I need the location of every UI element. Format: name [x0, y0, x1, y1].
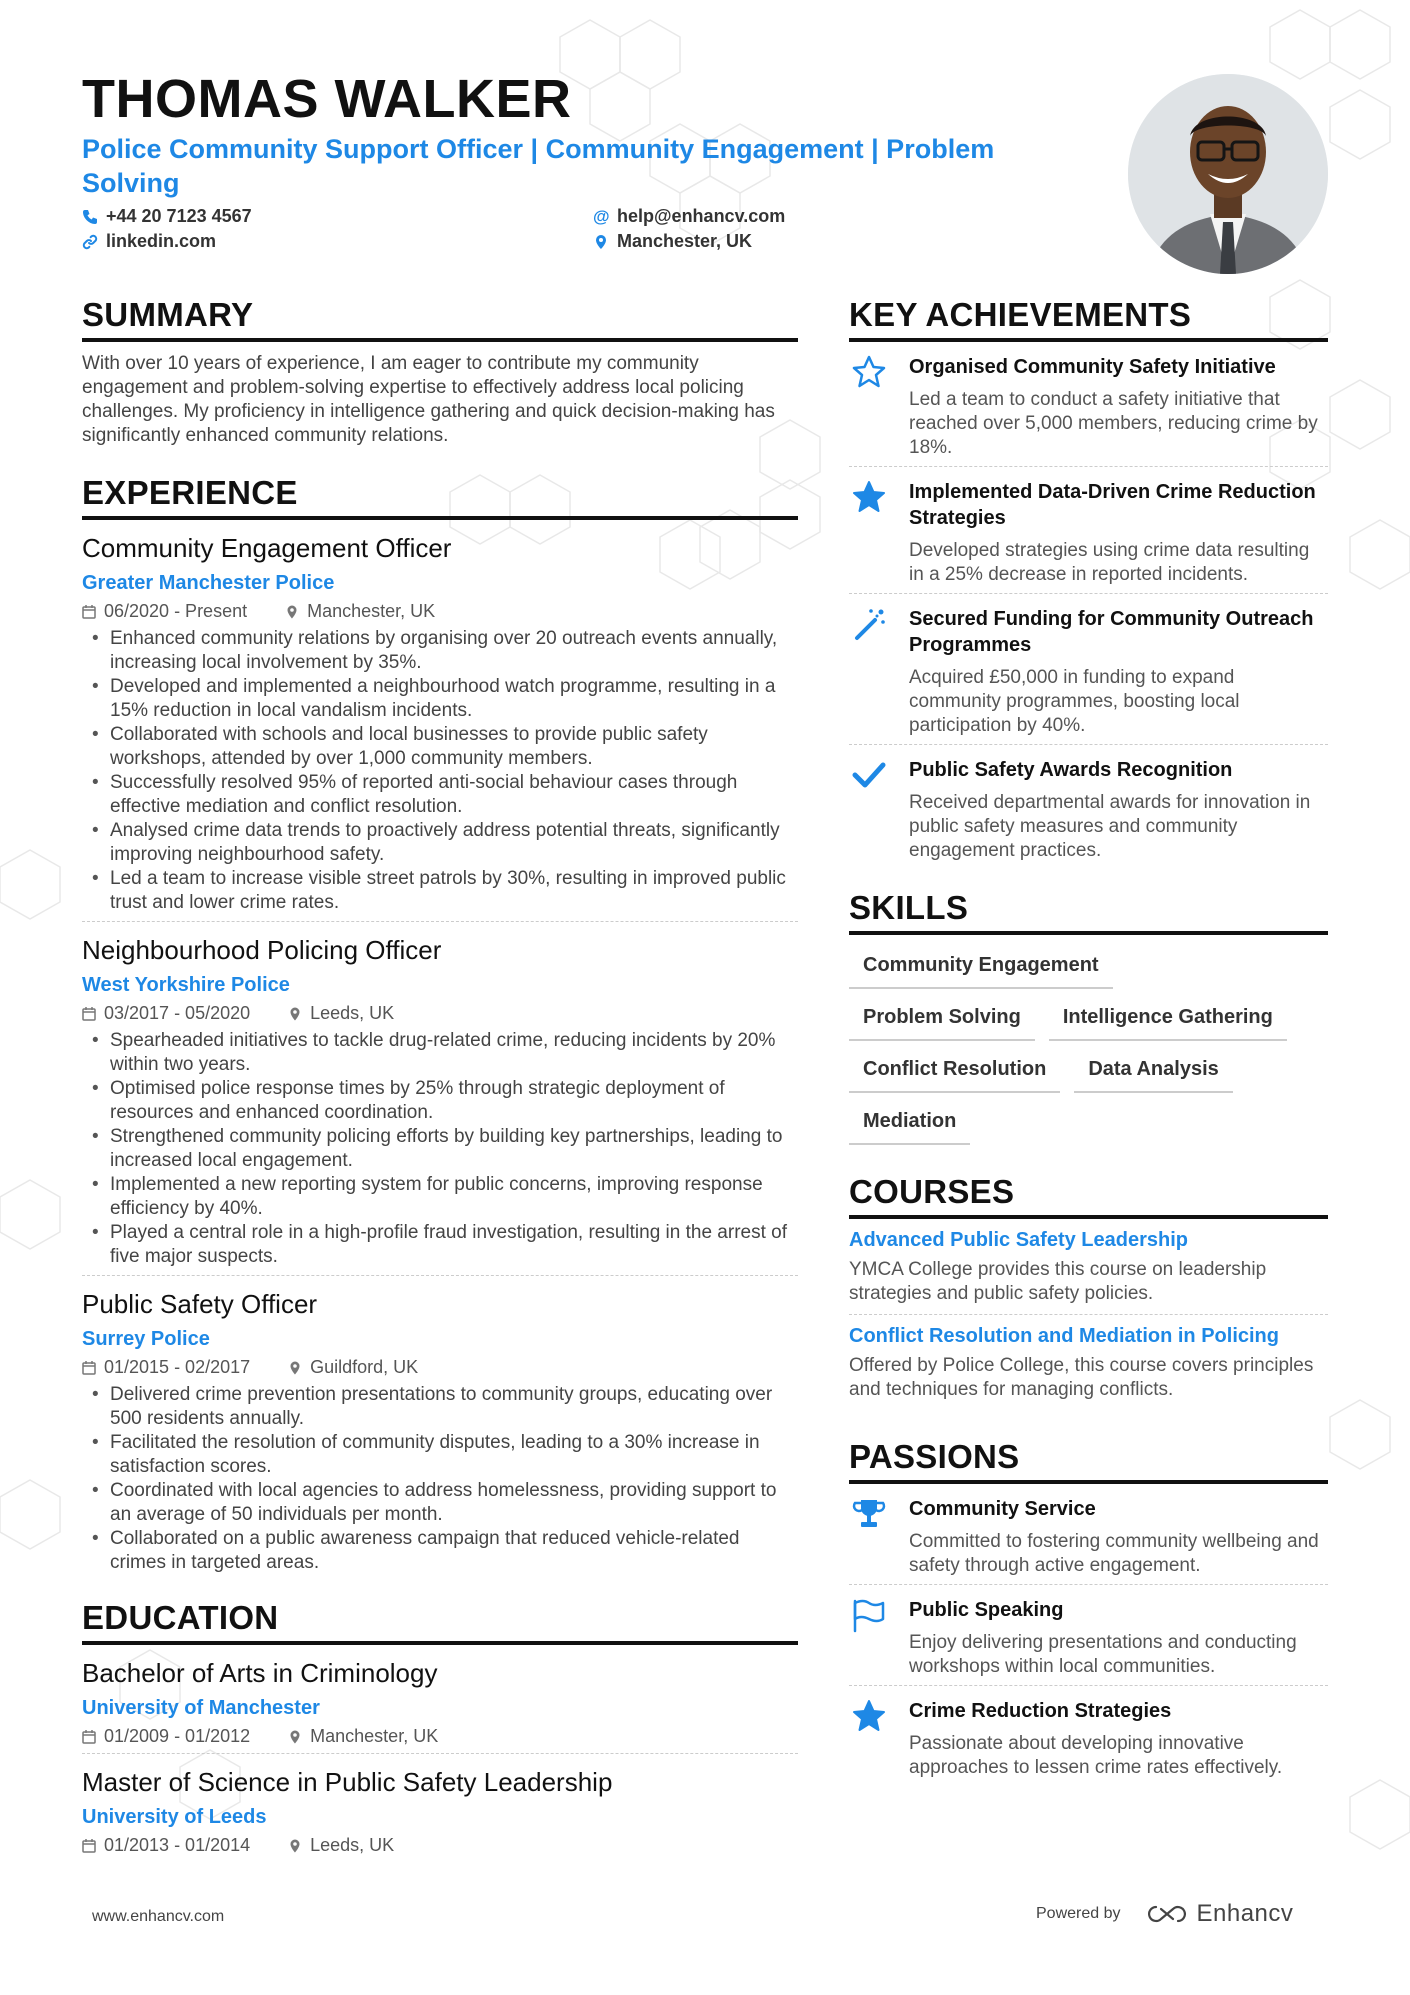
linkedin-contact[interactable] [82, 231, 216, 252]
passion-title: Public Speaking [909, 1599, 1064, 1621]
list-item: • Led a team to increase visible street patrols by 30%, resulting in improved public trust and lower crime rates. [82, 867, 798, 915]
education-dates: 01/2009 - 01/2012 [104, 1726, 251, 1746]
job-meta [82, 601, 798, 622]
job-dates: 03/2017 - 05/2020 [104, 1003, 251, 1023]
calendar-icon [82, 605, 96, 619]
list-item: • Facilitated the resolution of community disputes, leading to a 30% increase in satisfaction scores. [82, 1431, 798, 1479]
calendar-icon [82, 1007, 96, 1021]
job-bullets [82, 627, 798, 915]
divider [82, 921, 798, 922]
skill-tag: Data Analysis [1074, 1051, 1232, 1093]
company-name[interactable]: Greater Manchester Police [82, 572, 335, 594]
passion-title: Crime Reduction Strategies [909, 1700, 1172, 1722]
list-item: • Spearheaded initiatives to tackle drug-related crime, reducing incidents by 20% within two years. [82, 1029, 798, 1077]
candidate-headline: Police Community Support Officer | Community Engagement | Problem Solving [82, 134, 995, 198]
job-title: Public Safety Officer [82, 1289, 318, 1319]
list-item: • Developed and implemented a neighbourhood watch programme, resulting in a 15% reduction in local vandalism incidents. [82, 675, 798, 723]
list-item: • Enhanced community relations by organising over 20 outreach events annually, increasing local involvement by 35%. [82, 627, 798, 675]
list-item: • Coordinated with local agencies to address homelessness, providing support to an average of 50 individuals per month. [82, 1479, 798, 1527]
course-title[interactable]: Advanced Public Safety Leadership [849, 1229, 1188, 1251]
list-item: • Analysed crime data trends to proactively address potential threats, significantly improving neighbourhood safety. [82, 819, 798, 867]
achievement-item [849, 467, 1328, 594]
list-item: • Played a central role in a high-profile fraud investigation, resulting in the arrest of five major suspects. [82, 1221, 798, 1269]
experience-heading: EXPERIENCE [82, 474, 798, 520]
powered-by-label: Powered by [1036, 1905, 1121, 1922]
job-title: Community Engagement Officer [82, 533, 452, 563]
skills-heading: SKILLS [849, 889, 1328, 935]
job-bullets [82, 1383, 798, 1575]
job-bullets [82, 1029, 798, 1269]
experience-item [82, 532, 798, 922]
achievement-item [849, 745, 1328, 869]
education-item [82, 1766, 798, 1856]
trophy-icon [849, 1496, 889, 1532]
school-name[interactable]: University of Manchester [82, 1697, 320, 1719]
company-name[interactable]: West Yorkshire Police [82, 974, 290, 996]
job-title: Neighbourhood Policing Officer [82, 935, 442, 965]
achievement-description: Led a team to conduct a safety initiative that reached over 5,000 members, reducing crime by 18%. [909, 389, 1318, 458]
passion-description: Passionate about developing innovative approaches to lessen crime rates effectively. [909, 1733, 1283, 1778]
achievement-title: Organised Community Safety Initiative [909, 356, 1276, 378]
job-location: Manchester, UK [307, 601, 436, 621]
location-text: Manchester, UK [617, 231, 753, 251]
profile-photo-illustration [1128, 74, 1328, 274]
passion-title: Community Service [909, 1498, 1096, 1520]
skill-tag: Community Engagement [849, 947, 1113, 989]
achievement-title: Implemented Data-Driven Crime Reduction Strategies [909, 481, 1316, 529]
education-item [82, 1657, 798, 1754]
passion-description: Committed to fostering community wellbeing and safety through active engagement. [909, 1531, 1319, 1576]
brand-name: Enhancv [1196, 1900, 1294, 1927]
calendar-icon [82, 1839, 96, 1853]
location-contact [593, 231, 752, 252]
list-item: • Optimised police response times by 25% through strategic deployment of resources and enhanced coordination. [82, 1077, 798, 1125]
school-name[interactable]: University of Leeds [82, 1806, 267, 1828]
experience-item [82, 1288, 798, 1575]
location-pin-icon [288, 1361, 302, 1375]
achievement-description: Acquired £50,000 in funding to expand community programmes, boosting local participation by 40%. [909, 667, 1240, 736]
key-achievements-heading: KEY ACHIEVEMENTS [849, 296, 1328, 342]
star-outline-icon [849, 354, 889, 390]
phone-icon [82, 209, 98, 225]
courses-heading: COURSES [849, 1173, 1328, 1219]
course-title[interactable]: Conflict Resolution and Mediation in Policing [849, 1325, 1279, 1347]
degree-title: Bachelor of Arts in Criminology [82, 1658, 438, 1688]
star-filled-icon [849, 479, 889, 515]
infinity-logo-icon [1145, 1903, 1189, 1925]
education-meta [82, 1835, 798, 1856]
course-item [849, 1315, 1328, 1410]
course-item [849, 1219, 1328, 1315]
skill-tag: Intelligence Gathering [1049, 999, 1287, 1041]
job-meta [82, 1357, 798, 1378]
link-icon [82, 234, 98, 250]
courses-list [849, 1219, 1328, 1410]
list-item: • Collaborated on a public awareness campaign that reduced vehicle-related crimes in targeted areas. [82, 1527, 798, 1575]
summary-text: With over 10 years of experience, I am eager to contribute my community engagement and problem-solving expertise to effectively address local policing challenges. My proficiency in intelligence gathering and quick decision-making has significantly enhanced community relations. [82, 353, 775, 446]
achievement-title: Secured Funding for Community Outreach Programmes [909, 608, 1314, 656]
divider [82, 1753, 798, 1754]
candidate-name: THOMAS WALKER [82, 69, 572, 129]
passion-description: Enjoy delivering presentations and conducting workshops within local communities. [909, 1632, 1297, 1677]
footer-website-link[interactable]: www.enhancv.com [92, 1908, 225, 1925]
passions-heading: PASSIONS [849, 1438, 1328, 1484]
footer-branding [1036, 1900, 1293, 1928]
location-pin-icon [288, 1007, 302, 1021]
passion-item [849, 1585, 1328, 1686]
divider [82, 1275, 798, 1276]
job-meta [82, 1003, 798, 1024]
phone-contact[interactable] [82, 206, 252, 227]
achievements-list [849, 342, 1328, 869]
location-pin-icon [593, 234, 609, 250]
company-name[interactable]: Surrey Police [82, 1328, 210, 1350]
flag-icon [849, 1597, 889, 1633]
job-location: Guildford, UK [310, 1357, 419, 1377]
skill-tag: Conflict Resolution [849, 1051, 1060, 1093]
achievement-item [849, 594, 1328, 745]
passions-list [849, 1484, 1328, 1786]
course-description: YMCA College provides this course on leadership strategies and public safety policies. [849, 1259, 1267, 1304]
education-location: Leeds, UK [310, 1835, 395, 1855]
achievement-description: Received departmental awards for innovation in public safety measures and community engagement practices. [909, 792, 1311, 861]
job-location: Leeds, UK [310, 1003, 395, 1023]
profile-photo [1128, 74, 1328, 274]
education-dates: 01/2013 - 01/2014 [104, 1835, 251, 1855]
summary-heading: SUMMARY [82, 296, 798, 342]
enhancv-logo[interactable] [1145, 1900, 1294, 1928]
email-contact[interactable] [593, 206, 785, 227]
list-item: • Delivered crime prevention presentations to community groups, educating over 500 residents annually. [82, 1383, 798, 1431]
star-filled-icon [849, 1698, 889, 1734]
magic-wand-icon [849, 606, 889, 642]
right-column [849, 296, 1328, 1786]
list-item: • Successfully resolved 95% of reported anti-social behaviour cases through effective mediation and conflict resolution. [82, 771, 798, 819]
checkmark-icon [849, 757, 889, 793]
location-pin-icon [288, 1839, 302, 1853]
phone-text: +44 20 7123 4567 [106, 206, 252, 226]
skills-list [849, 947, 1328, 1145]
location-pin-icon [288, 1730, 302, 1744]
passion-item [849, 1686, 1328, 1786]
location-pin-icon [285, 605, 299, 619]
education-meta [82, 1726, 798, 1747]
achievement-item [849, 342, 1328, 467]
list-item: • Collaborated with schools and local businesses to provide public safety workshops, attended by over 1,000 community members. [82, 723, 798, 771]
skill-tag: Problem Solving [849, 999, 1035, 1041]
education-heading: EDUCATION [82, 1599, 798, 1645]
experience-item [82, 934, 798, 1276]
list-item: • Strengthened community policing efforts by building key partnerships, leading to increased local engagement. [82, 1125, 798, 1173]
job-dates: 06/2020 - Present [104, 601, 248, 621]
skill-tag: Mediation [849, 1103, 970, 1145]
passion-item [849, 1484, 1328, 1585]
job-dates: 01/2015 - 02/2017 [104, 1357, 251, 1377]
left-column [82, 296, 798, 1856]
calendar-icon [82, 1730, 96, 1744]
calendar-icon [82, 1361, 96, 1375]
education-location: Manchester, UK [310, 1726, 439, 1746]
achievement-description: Developed strategies using crime data resulting in a 25% decrease in reported incidents. [909, 540, 1310, 585]
linkedin-text: linkedin.com [106, 231, 217, 251]
list-item: • Implemented a new reporting system for public concerns, improving response efficiency by 40%. [82, 1173, 798, 1221]
degree-title: Master of Science in Public Safety Leadership [82, 1767, 613, 1797]
email-text: help@enhancv.com [617, 206, 786, 226]
course-description: Offered by Police College, this course covers principles and techniques for managing conflicts. [849, 1355, 1314, 1400]
achievement-title: Public Safety Awards Recognition [909, 759, 1233, 781]
at-sign-icon: @ [593, 206, 610, 226]
